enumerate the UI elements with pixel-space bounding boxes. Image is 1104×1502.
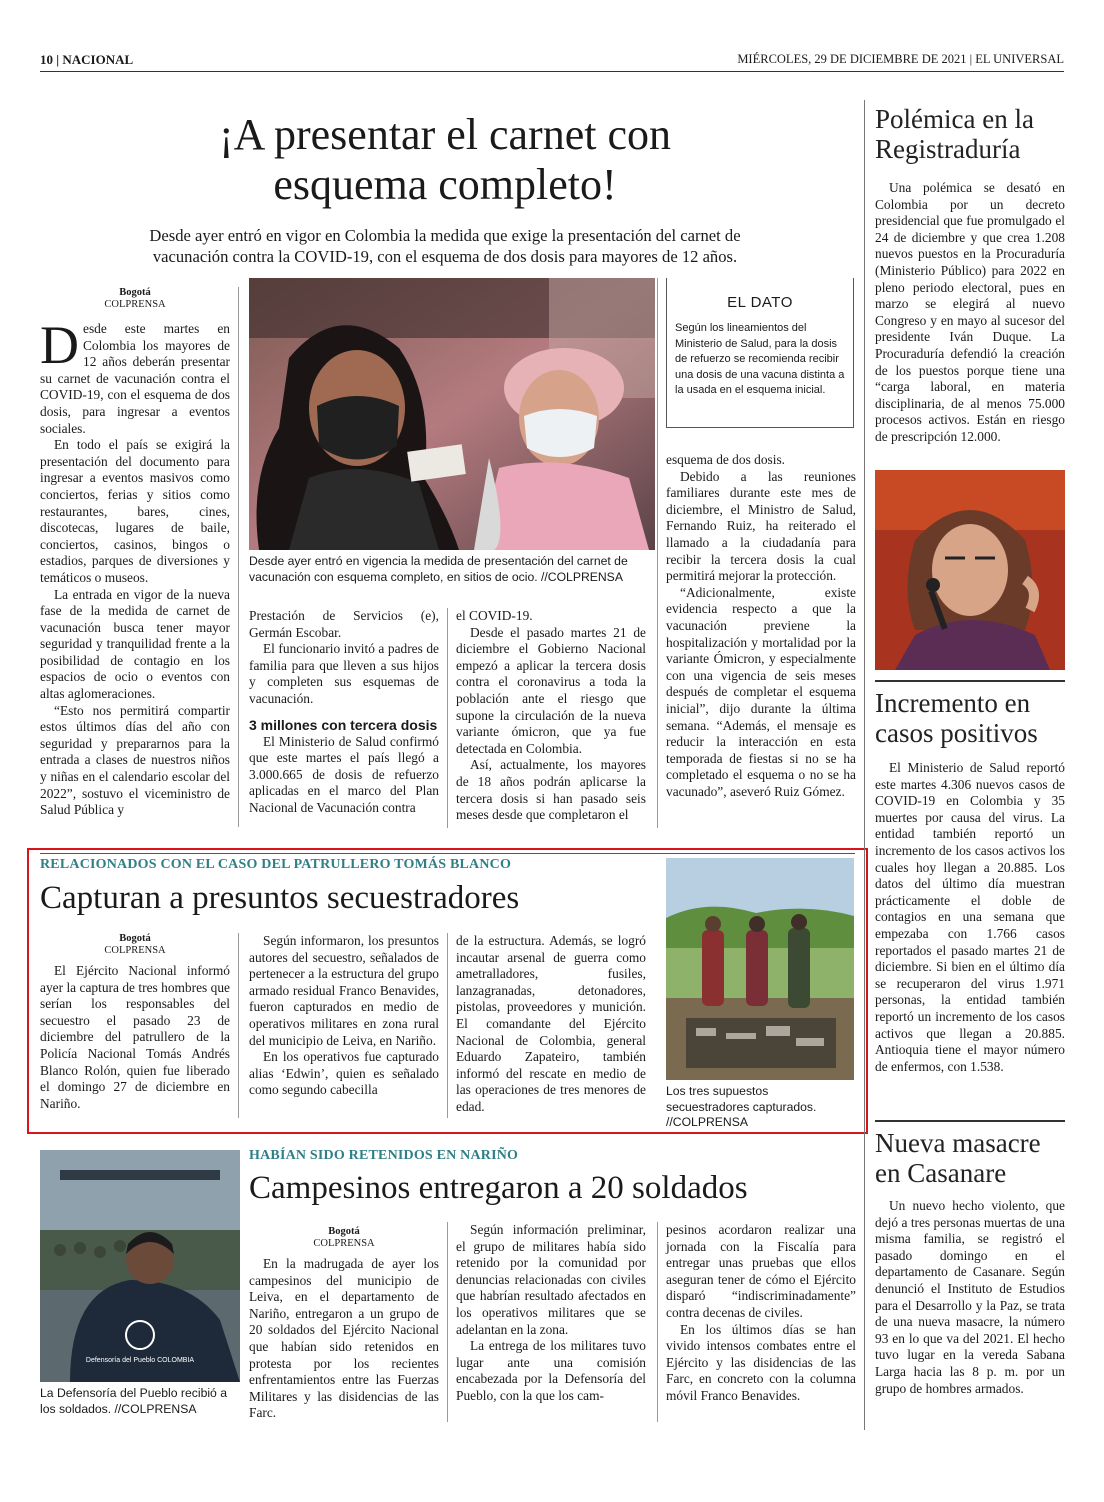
dateline (249, 1226, 439, 1250)
sidebar-text-registraduria (875, 180, 1065, 446)
defensoria-photo-image (40, 1150, 240, 1382)
main-col-2 (249, 608, 439, 817)
capturan-title: Capturan a presuntos secuestradores (40, 880, 520, 916)
paragraph: En los últimos días se han vivido intensos combates entre el Ejército y las disidencias de las Farc, en concreto con la columna móvil Franco Benavides. (666, 1321, 856, 1403)
paragraph: Según información preliminar, el grupo de militares había sido retenido por la comunidad por denuncias relacionadas con civiles que habrían resultado afectados en los operativos militares que se adelantan en la zona. (456, 1222, 646, 1337)
dateline-agency: COLPRENSA (104, 299, 166, 310)
paragraph: “Adicionalmente, existe evidencia respecto a que la vacunación previene la hospitalización y mortalidad por la variante Ómicron, y especialmente con una vigencia de seis meses después de completar el esquema inicial”, dijo durante la última semana. “Además, el mensaje es reducir la interacción en esta temporada de fiestas si no se ha completado el esquema o no se ha vacunado”, aseveró Ruiz Gómez. (666, 584, 856, 799)
paragraph: En todo el país se exigirá la presentación del documento para ingresar a eventos masivos como conciertos, ferias y sitios como restaurantes, bares, cines, discotecas, lugares de baile, conciertos, casinos, bingos o estadios, parques de diversiones y temáticos o museos. (40, 437, 230, 585)
capturan-photo-caption: Los tres supuestos secuestradores capturados. //COLPRENSA (666, 1084, 817, 1129)
paragraph: el COVID-19. (456, 608, 533, 623)
paragraph: Así, actualmente, los mayores de 18 años podrán aplicarse la tercera dosis si han pasado seis meses desde que completaron el (456, 757, 646, 823)
dateline-city: Bogotá (328, 1226, 360, 1237)
main-col-4 (666, 452, 856, 800)
soldados-col-2 (456, 1222, 646, 1405)
column-rule (657, 278, 658, 828)
paragraph: Prestación de Servicios (e), Germán Escobar. (249, 608, 439, 640)
paragraph: El Ministerio de Salud confirmó que este martes el país llegó a 3.000.665 de dosis de refuerzo aplicadas en el marco del Plan Nacional de Vacunación contra (249, 733, 439, 815)
sidebar-rule (864, 100, 865, 1430)
paragraph: Según informaron, los presuntos autores del secuestro, señalados de pertenecer a la estructura del grupo armado residual Franco Benavides, fueron capturados en medio de operativos militares en zona rural del municipio de Leiva, en Nariño. (249, 933, 439, 1048)
sidebar-photo (875, 470, 1065, 670)
paragraph: Un nuevo hecho violento, que dejó a tres personas muertas de una misma familia, se registró el pasado domingo en el departamento de Casanare. Según denunció el Instituto de Estudios para el Desarrollo y la Paz, se trata de una nueva masacre, la número 93 en lo que va del 2021. El hecho tuvo lugar en la vereda Sabana Larga hacia las 8 p. m. por un grupo de hombres armados. (875, 1198, 1065, 1396)
soldados-col-1 (249, 1226, 439, 1422)
dateline-agency: COLPRENSA (313, 1238, 375, 1249)
capturan-photo (666, 858, 854, 1080)
sidebar-text-masacre (875, 1198, 1065, 1397)
sidebar-title-masacre: Nueva masacre en Casanare (875, 1128, 1041, 1188)
column-rule (238, 933, 239, 1118)
captured-men-photo-image (666, 858, 854, 1080)
sidebar-text-incremento (875, 760, 1065, 1075)
paragraph-text: esde este martes en Colombia los mayores de 12 años deberán presentar su carnet de vacunación contra el COVID-19, con el esquema de dos dosis, para ingresar a eventos sociales. (40, 321, 230, 436)
capturan-col-3 (456, 933, 646, 1116)
dateline-city: Bogotá (119, 287, 151, 298)
capturan-col-1 (40, 933, 230, 1112)
vaccination-photo-image (249, 278, 655, 550)
page-section: 10 | NACIONAL (40, 52, 134, 67)
page-header (40, 52, 1064, 72)
dateline (40, 933, 230, 957)
main-photo (249, 278, 655, 550)
paragraph: En la madrugada de ayer los campesinos del municipio de Leiva, en el departamento de Nariño, entregaron a un grupo de 20 soldados del Ejército Nacional que habían sido retenidos en protesta por los recientes enfrentamientos entre las Fuerzas Militares y las disidencias de las Farc. (249, 1256, 439, 1421)
el-dato-title: EL DATO (727, 294, 793, 311)
el-dato-text: Según los lineamientos del Ministerio de Salud, para la dosis de refuerzo se recomienda recibir una dosis de una vacuna distinta a la usada en el esquema inicial. (675, 322, 845, 396)
deck-line-2: vacunación contra la COVID-19, con el esquema de dos dosis para mayores de 12 años. (152, 247, 738, 266)
capturan-top-rule (40, 853, 855, 854)
main-deck (40, 225, 850, 267)
subheading: 3 millones con tercera dosis (249, 716, 438, 733)
headline-line-2: esquema completo! (273, 160, 617, 209)
dateline (40, 287, 230, 311)
paragraph: Desde el pasado martes 21 de diciembre el Gobierno Nacional empezó a aplicar la tercera dosis contra el coronavirus a toda la población ante el riesgo que supone la circulación de la nueva variante ómicron, que ya fue detectada en Colombia. (456, 624, 646, 756)
paragraph: El Ministerio de Salud reportó este martes 4.306 nuevos casos de COVID-19 en Colombia y 35 muertes por causa del virus. La entidad también reportó un incremento de los casos activos los cuales hoy llegan a 20.885. Los datos del último día muestran prácticamente el doble de contagios en una semana que empezaba con 1.766 casos reportados el pasado martes 21 de diciembre. Si bien en el último día se recuperaron del virus 1.971 personas, la entidad también reportó un incremento de los casos activos que llegan a 20.885. Antioquia tiene el mayor número de enfermos, con 1.538. (875, 760, 1065, 1074)
paragraph: de la estructura. Además, se logró incautar arsenal de guerra como ametralladores, fusiles, lanzagranadas, detonadores, pistolas, proveedores y munición. El comandante del Ejército Nacional de Colombia, general Eduardo Zapateiro, también informó del rescate en medio de las operaciones de tres menores de edad. (456, 933, 646, 1114)
defensoria-badge-text: Defensoría del Pueblo COLOMBIA (85, 1357, 195, 1364)
paragraph: El Ejército Nacional informó ayer la captura de tres hombres que serían los responsables del secuestro el pasado 23 de diciembre del patrullero de la Policía Nacional Tomás Andrés Blanco Rolón, quien fue liberado el domingo 27 de diciembre en Nariño. (40, 963, 230, 1111)
header-rule (40, 71, 1064, 72)
sidebar-divider-2 (875, 1120, 1065, 1122)
paragraph: El funcionario invitó a padres de familia para que lleven a sus hijos y completen sus esquemas de vacunación. (249, 641, 439, 706)
main-col-3 (456, 608, 646, 824)
column-rule (447, 933, 448, 1118)
paragraph: Una polémica se desató en Colombia por un decreto presidencial que fue promulgado el 24 de diciembre y que crea 1.208 nuevos puestos en la Procuraduría (Ministerio Público) para 2022 en pleno periodo electoral, pues en marzo se elegirá al nuevo Congreso y en mayo al sucesor del presidente Iván Duque. La Procuraduría defendió la creación de los puestos porque tiene una “carga laboral, en materia disciplinaria, de al menos 75.000 procesos activos. Están en riesgo de prescripción 12.000. (875, 180, 1065, 444)
main-photo-caption: Desde ayer entró en vigencia la medida de presentación del carnet de vacunación con esquema completo, en sitios de ocio. //COLPRENSA (249, 554, 628, 584)
capturan-col-2 (249, 933, 439, 1099)
sidebar-title-registraduria: Polémica en la Registraduría (875, 104, 1034, 164)
headline-line-1: ¡A presentar el carnet con (219, 110, 671, 159)
deck-line-1: Desde ayer entró en vigor en Colombia la medida que exige la presentación del carnet de (149, 226, 741, 245)
capturan-kicker: RELACIONADOS CON EL CASO DEL PATRULLERO TOMÁS BLANCO (40, 857, 512, 872)
column-rule (657, 1222, 658, 1422)
dateline-city: Bogotá (119, 933, 151, 944)
el-dato-box (666, 278, 854, 428)
main-col-1 (40, 287, 230, 819)
paragraph: En los operativos fue capturado alias ‘Edwin’, quien es señalado como segundo cabecilla (249, 1049, 439, 1098)
soldados-photo (40, 1150, 240, 1382)
paragraph: Debido a las reuniones familiares durante este mes de diciembre, el Ministro de Salud, Fernando Ruiz, ha reiterado el llamado a la ciudadanía para recibir la tercera dosis la cual permitirá mejorar la protección. (666, 468, 856, 584)
soldados-title: Campesinos entregaron a 20 soldados (249, 1170, 748, 1206)
sidebar-title-incremento: Incremento en casos positivos (875, 688, 1038, 748)
drop-cap: D (40, 315, 79, 375)
paragraph (40, 315, 230, 437)
column-rule (447, 608, 448, 828)
soldados-kicker: HABÍAN SIDO RETENIDOS EN NARIÑO (249, 1148, 519, 1163)
paragraph: La entrada en vigor de la nueva fase de la medida de carnet de vacunación busca tener mayor seguridad y tranquilidad frente a la posibilidad de contagio en los espacios de ocio o eventos con altas aglomeraciones. (40, 586, 230, 702)
paragraph: esquema de dos dosis. (666, 452, 786, 467)
paragraph: La entrega de los militares tuvo lugar ante una comisión encabezada por la Defensoría del Pueblo, con la que los cam- (456, 1338, 646, 1403)
paragraph: “Esto nos permitirá compartir estos últimos días del año con seguridad y prepararnos para la entrada a clases de nuestros niños y niñas en el calendario escolar del 2022”, sostuvo el viceministro de Salud Pública y (40, 702, 230, 818)
main-headline (40, 110, 850, 210)
dateline-agency: COLPRENSA (104, 945, 166, 956)
column-rule (447, 1222, 448, 1422)
date-and-paper: MIÉRCOLES, 29 DE DICIEMBRE DE 2021 | EL UNIVERSAL (737, 52, 1064, 66)
column-rule (238, 287, 239, 827)
soldados-col-3 (666, 1222, 856, 1405)
paragraph: pesinos acordaron realizar una jornada con la Fiscalía para entregar unas pruebas que ellos aseguran tener de cómo el Ejército disparó “indiscriminadamente” contra decenas de civiles. (666, 1222, 856, 1320)
sidebar-divider-1 (875, 680, 1065, 682)
soldados-photo-caption: La Defensoría del Pueblo recibió a los soldados. //COLPRENSA (40, 1386, 227, 1416)
speaker-photo-image (875, 470, 1065, 670)
